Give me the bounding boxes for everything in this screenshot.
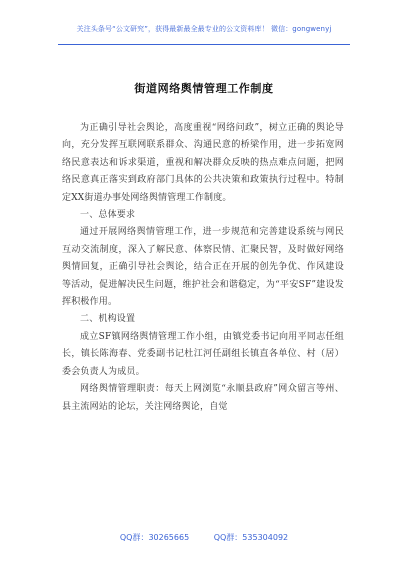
header-banner: 关注头条号“公文研究”，获得最新最全最专业的公文资料库！ 微信：gongwenyj xyxy=(76,25,332,33)
document-body xyxy=(62,120,344,416)
footer-qq-group-1: QQ群：30265665 xyxy=(119,533,190,542)
header-divider xyxy=(58,44,350,45)
section-heading-general-requirements: 一、总体要求 xyxy=(80,210,136,221)
paragraph-organization: 成立SF镇网络舆情管理工作小组，由镇党委书记向用平同志任组长，镇长陈海春、党委副书记杜江河任副组长镇直各单位、村（居）委会负责人为成员。 xyxy=(62,331,344,377)
footer-contact xyxy=(0,532,408,543)
section-heading-organization: 二、机构设置 xyxy=(80,314,136,325)
paragraph-general-requirements: 通过开展网络舆情管理工作，进一步规范和完善建设系统与网民互动交流制度，深入了解民意、体察民情、汇聚民智，及时做好网络舆情回复，正确引导社会舆论，结合正在开展的创先争优、作风建设等活动，促进解决民生问题，维护社会和谐稳定，为“平安SF”建设发挥积极作用。 xyxy=(62,227,344,308)
paragraph-responsibilities: 网络舆情管理职责：每天上网浏览“永顺县政府”网众留言等州、县主流网站的论坛，关注网络舆论，自觉 xyxy=(62,384,344,412)
paragraph-intro: 为正确引导社会舆论，高度重视“网络问政”，树立正确的舆论导向，充分发挥互联网联系群众、沟通民意的桥梁作用，进一步拓宽网络民意表达和诉求渠道，重视和解决群众反映的热点难点问题，把网络民意真正落实到政府部门具体的公共决策和政策执行过程中。特制定XX街道办事处网络舆情管理工作制度。 xyxy=(62,123,344,203)
document-title: 街道网络舆情管理工作制度 xyxy=(134,82,274,95)
footer-qq-group-2: QQ群：535304092 xyxy=(213,533,289,542)
